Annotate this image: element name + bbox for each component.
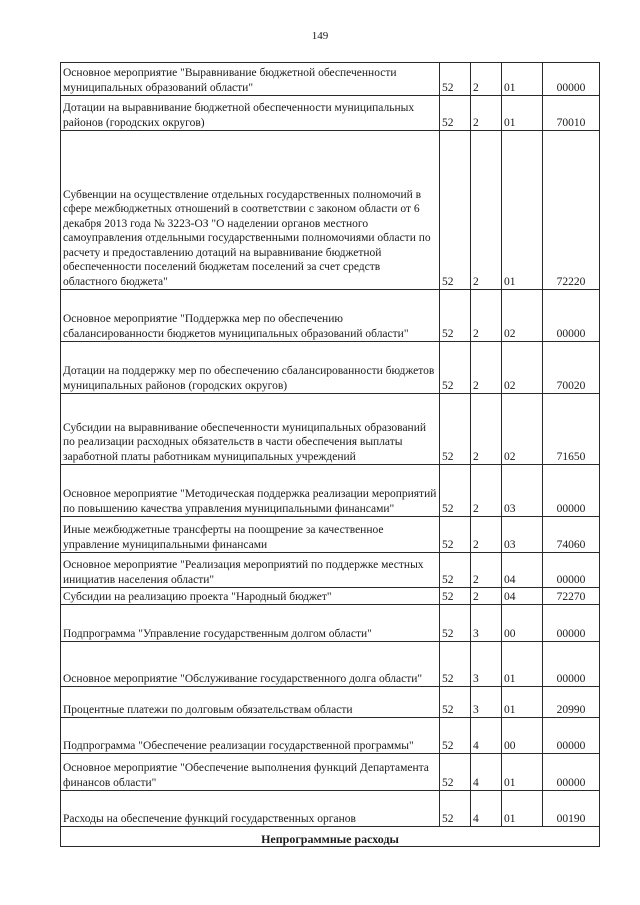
table-row xyxy=(61,642,600,687)
row-code-c: 01 xyxy=(502,791,543,827)
row-code-c: 01 xyxy=(502,131,543,290)
row-code-d: 00000 xyxy=(543,465,600,517)
row-name: Дотации на выравнивание бюджетной обеспеченности муниципальных районов (городских округов) xyxy=(61,96,440,131)
table-row xyxy=(61,588,600,605)
section-row xyxy=(61,827,600,847)
row-code-c: 01 xyxy=(502,63,543,96)
table-row xyxy=(61,718,600,754)
row-code-a: 52 xyxy=(440,754,471,791)
row-code-b: 2 xyxy=(471,131,502,290)
row-code-b: 2 xyxy=(471,96,502,131)
row-code-b: 2 xyxy=(471,588,502,605)
table-row xyxy=(61,394,600,465)
table-row xyxy=(61,553,600,588)
row-code-a: 52 xyxy=(440,791,471,827)
table-row xyxy=(61,605,600,642)
row-code-d: 71650 xyxy=(543,394,600,465)
row-code-d: 00000 xyxy=(543,754,600,791)
row-code-d: 00000 xyxy=(543,553,600,588)
table-row xyxy=(61,517,600,553)
row-code-a: 52 xyxy=(440,465,471,517)
row-code-a: 52 xyxy=(440,687,471,718)
row-code-c: 04 xyxy=(502,553,543,588)
row-code-c: 03 xyxy=(502,517,543,553)
row-code-c: 04 xyxy=(502,588,543,605)
row-code-b: 4 xyxy=(471,791,502,827)
row-code-b: 2 xyxy=(471,290,502,342)
table-row xyxy=(61,791,600,827)
row-name: Дотации на поддержку мер по обеспечению сбалансированности бюджетов муниципальных районов (городских округов) xyxy=(61,342,440,394)
row-name: Основное мероприятие "Обслуживание государственного долга области" xyxy=(61,642,440,687)
row-code-c: 03 xyxy=(502,465,543,517)
row-code-a: 52 xyxy=(440,342,471,394)
row-code-d: 72220 xyxy=(543,131,600,290)
row-code-c: 02 xyxy=(502,394,543,465)
row-code-a: 52 xyxy=(440,553,471,588)
row-code-a: 52 xyxy=(440,642,471,687)
row-name: Основное мероприятие "Выравнивание бюджетной обеспеченности муниципальных образований области" xyxy=(61,63,440,96)
row-code-b: 4 xyxy=(471,718,502,754)
row-name: Основное мероприятие "Поддержка мер по обеспечению сбалансированности бюджетов муниципальных образований области" xyxy=(61,290,440,342)
row-name: Процентные платежи по долговым обязательствам области xyxy=(61,687,440,718)
row-code-d: 00000 xyxy=(543,290,600,342)
row-code-a: 52 xyxy=(440,96,471,131)
row-name: Основное мероприятие "Обеспечение выполнения функций Департамента финансов области" xyxy=(61,754,440,791)
section-heading: Непрограммные расходы xyxy=(61,827,600,847)
row-name: Субсидии на реализацию проекта "Народный бюджет" xyxy=(61,588,440,605)
row-code-d: 00000 xyxy=(543,63,600,96)
row-code-a: 52 xyxy=(440,131,471,290)
row-code-d: 70020 xyxy=(543,342,600,394)
row-code-b: 2 xyxy=(471,517,502,553)
row-code-c: 00 xyxy=(502,718,543,754)
row-code-a: 52 xyxy=(440,605,471,642)
table-row xyxy=(61,290,600,342)
budget-table xyxy=(60,62,600,847)
table-row xyxy=(61,465,600,517)
row-code-a: 52 xyxy=(440,718,471,754)
row-code-b: 3 xyxy=(471,687,502,718)
row-name: Субвенции на осуществление отдельных государственных полномочий в сфере межбюджетных отношений в соответствии с законом области от 6 декабря 2013 года № 3223-ОЗ "О наделении органов местного самоуправления отдельными государственными полномочиями области по расчету и предоставлению дотаций на выравнивание бюджетной обеспеченности поселений бюджетам поселений за счет средств областного бюджета" xyxy=(61,131,440,290)
row-name: Подпрограмма "Обеспечение реализации государственной программы" xyxy=(61,718,440,754)
row-code-d: 00190 xyxy=(543,791,600,827)
row-code-c: 01 xyxy=(502,642,543,687)
row-code-a: 52 xyxy=(440,394,471,465)
row-code-c: 00 xyxy=(502,605,543,642)
row-code-d: 00000 xyxy=(543,718,600,754)
row-code-b: 2 xyxy=(471,553,502,588)
page-number: 149 xyxy=(311,30,329,42)
table-row xyxy=(61,687,600,718)
row-code-d: 00000 xyxy=(543,605,600,642)
row-code-b: 2 xyxy=(471,63,502,96)
row-code-a: 52 xyxy=(440,517,471,553)
row-code-c: 01 xyxy=(502,96,543,131)
row-code-c: 01 xyxy=(502,687,543,718)
table-row xyxy=(61,63,600,96)
row-name: Субсидии на выравнивание обеспеченности муниципальных образований по реализации расходных обязательств в части обеспечения выплаты заработной платы работникам муниципальных учреждений xyxy=(61,394,440,465)
row-code-a: 52 xyxy=(440,588,471,605)
table-row xyxy=(61,342,600,394)
table-row xyxy=(61,131,600,290)
row-code-b: 3 xyxy=(471,642,502,687)
row-code-d: 74060 xyxy=(543,517,600,553)
row-code-c: 02 xyxy=(502,290,543,342)
row-code-c: 02 xyxy=(502,342,543,394)
row-code-b: 3 xyxy=(471,605,502,642)
row-code-d: 70010 xyxy=(543,96,600,131)
row-code-a: 52 xyxy=(440,63,471,96)
row-code-d: 72270 xyxy=(543,588,600,605)
row-name: Основное мероприятие "Методическая поддержка реализации мероприятий по повышению качества управления муниципальными финансами" xyxy=(61,465,440,517)
row-code-b: 2 xyxy=(471,465,502,517)
table-row xyxy=(61,754,600,791)
row-code-b: 2 xyxy=(471,394,502,465)
row-name: Расходы на обеспечение функций государственных органов xyxy=(61,791,440,827)
row-code-b: 4 xyxy=(471,754,502,791)
row-code-b: 2 xyxy=(471,342,502,394)
row-name: Основное мероприятие "Реализация мероприятий по поддержке местных инициатив населения области" xyxy=(61,553,440,588)
row-code-d: 20990 xyxy=(543,687,600,718)
row-name: Подпрограмма "Управление государственным долгом области" xyxy=(61,605,440,642)
row-name: Иные межбюджетные трансферты на поощрение за качественное управление муниципальными финансами xyxy=(61,517,440,553)
row-code-d: 00000 xyxy=(543,642,600,687)
row-code-a: 52 xyxy=(440,290,471,342)
row-code-c: 01 xyxy=(502,754,543,791)
table-row xyxy=(61,96,600,131)
